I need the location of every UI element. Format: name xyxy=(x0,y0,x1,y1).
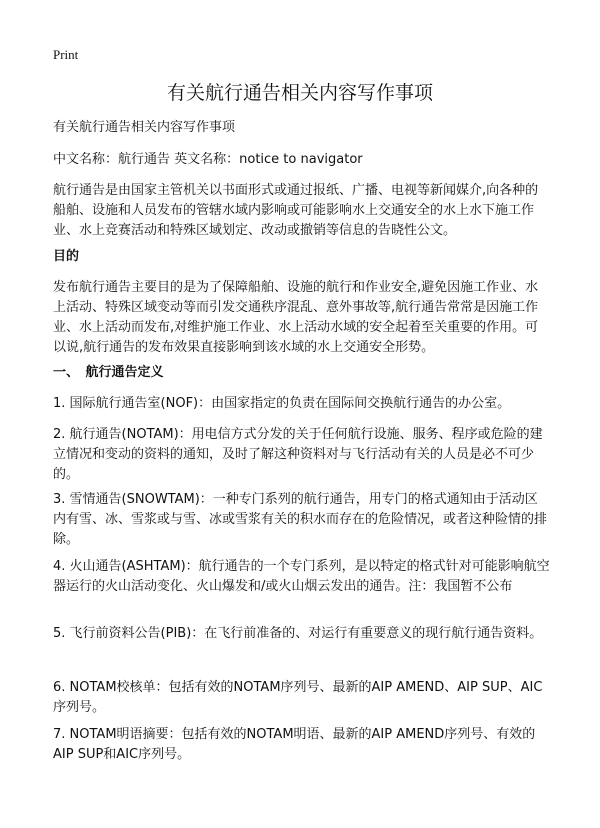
print-link[interactable]: Print xyxy=(53,47,79,62)
subtitle: 有关航行通告相关内容写作事项 xyxy=(53,120,236,135)
intro-paragraph: 航行通告是由国家主管机关以书面形式或通过报纸、广播、电视等新闻媒介,向各种的船舶、设施和人员发布的管辖水域内影响或可能影响水上交通安全的水上水下施工作业、水上竞赛活动和特殊区域划定、改动或撤销等信息的告晓性公文。 xyxy=(53,183,539,238)
definition-item: 7. NOTAM明语摘要：包括有效的NOTAM明语、最新的AIP AMEND序列号、有效的AIP SUP和AIC序列号。 xyxy=(53,727,536,762)
purpose-paragraph: 发布航行通告主要目的是为了保障船舶、设施的航行和作业安全,避免因施工作业、水上活动、特殊区域变动等而引发交通秩序混乱、意外事故等,航行通告常常是因施工作业、水上活动而发布,对维护施工作业、水上活动水域的安全起着至关重要的作用。可以说,航行通告的发布效果直接影响到该水域的水上交通安全形势。 xyxy=(53,280,539,355)
definition-item: 1. 国际航行通告室(NOF)：由国家指定的负责在国际间交换航行通告的办公室。 xyxy=(53,396,511,411)
names-line: 中文名称：航行通告 英文名称：notice to navigator xyxy=(53,152,363,167)
definition-item: 6. NOTAM校核单：包括有效的NOTAM序列号、最新的AIP AMEND、AIP SUP、AIC序列号。 xyxy=(53,680,543,715)
purpose-heading: 目的 xyxy=(53,249,80,264)
definition-heading: 一、 航行通告定义 xyxy=(53,365,164,380)
definition-item: 2. 航行通告(NOTAM)：用电信方式分发的关于任何航行设施、服务、程序或危险的建立情况和变动的资料的通知，及时了解这种资料对与飞行活动有关的人员是必不可少的。 xyxy=(53,427,543,482)
document-title: 有关航行通告相关内容写作事项 xyxy=(166,82,433,104)
definition-item: 4. 火山通告(ASHTAM)：航行通告的一个专门系列，是以特定的格式针对可能影响航空器运行的火山活动变化、火山爆发和/或火山烟云发出的通告。注：我国暂不公布 xyxy=(53,559,550,594)
definition-item: 5. 飞行前资料公告(PIB)：在飞行前准备的、对运行有重要意义的现行航行通告资料。 xyxy=(53,626,543,641)
definition-item: 3. 雪情通告(SNOWTAM)：一种专门系列的航行通告，用专门的格式通知由于活动区内有雪、冰、雪浆或与雪、冰或雪浆有关的积水而存在的危险情况，或者这种险情的排除。 xyxy=(53,492,548,547)
